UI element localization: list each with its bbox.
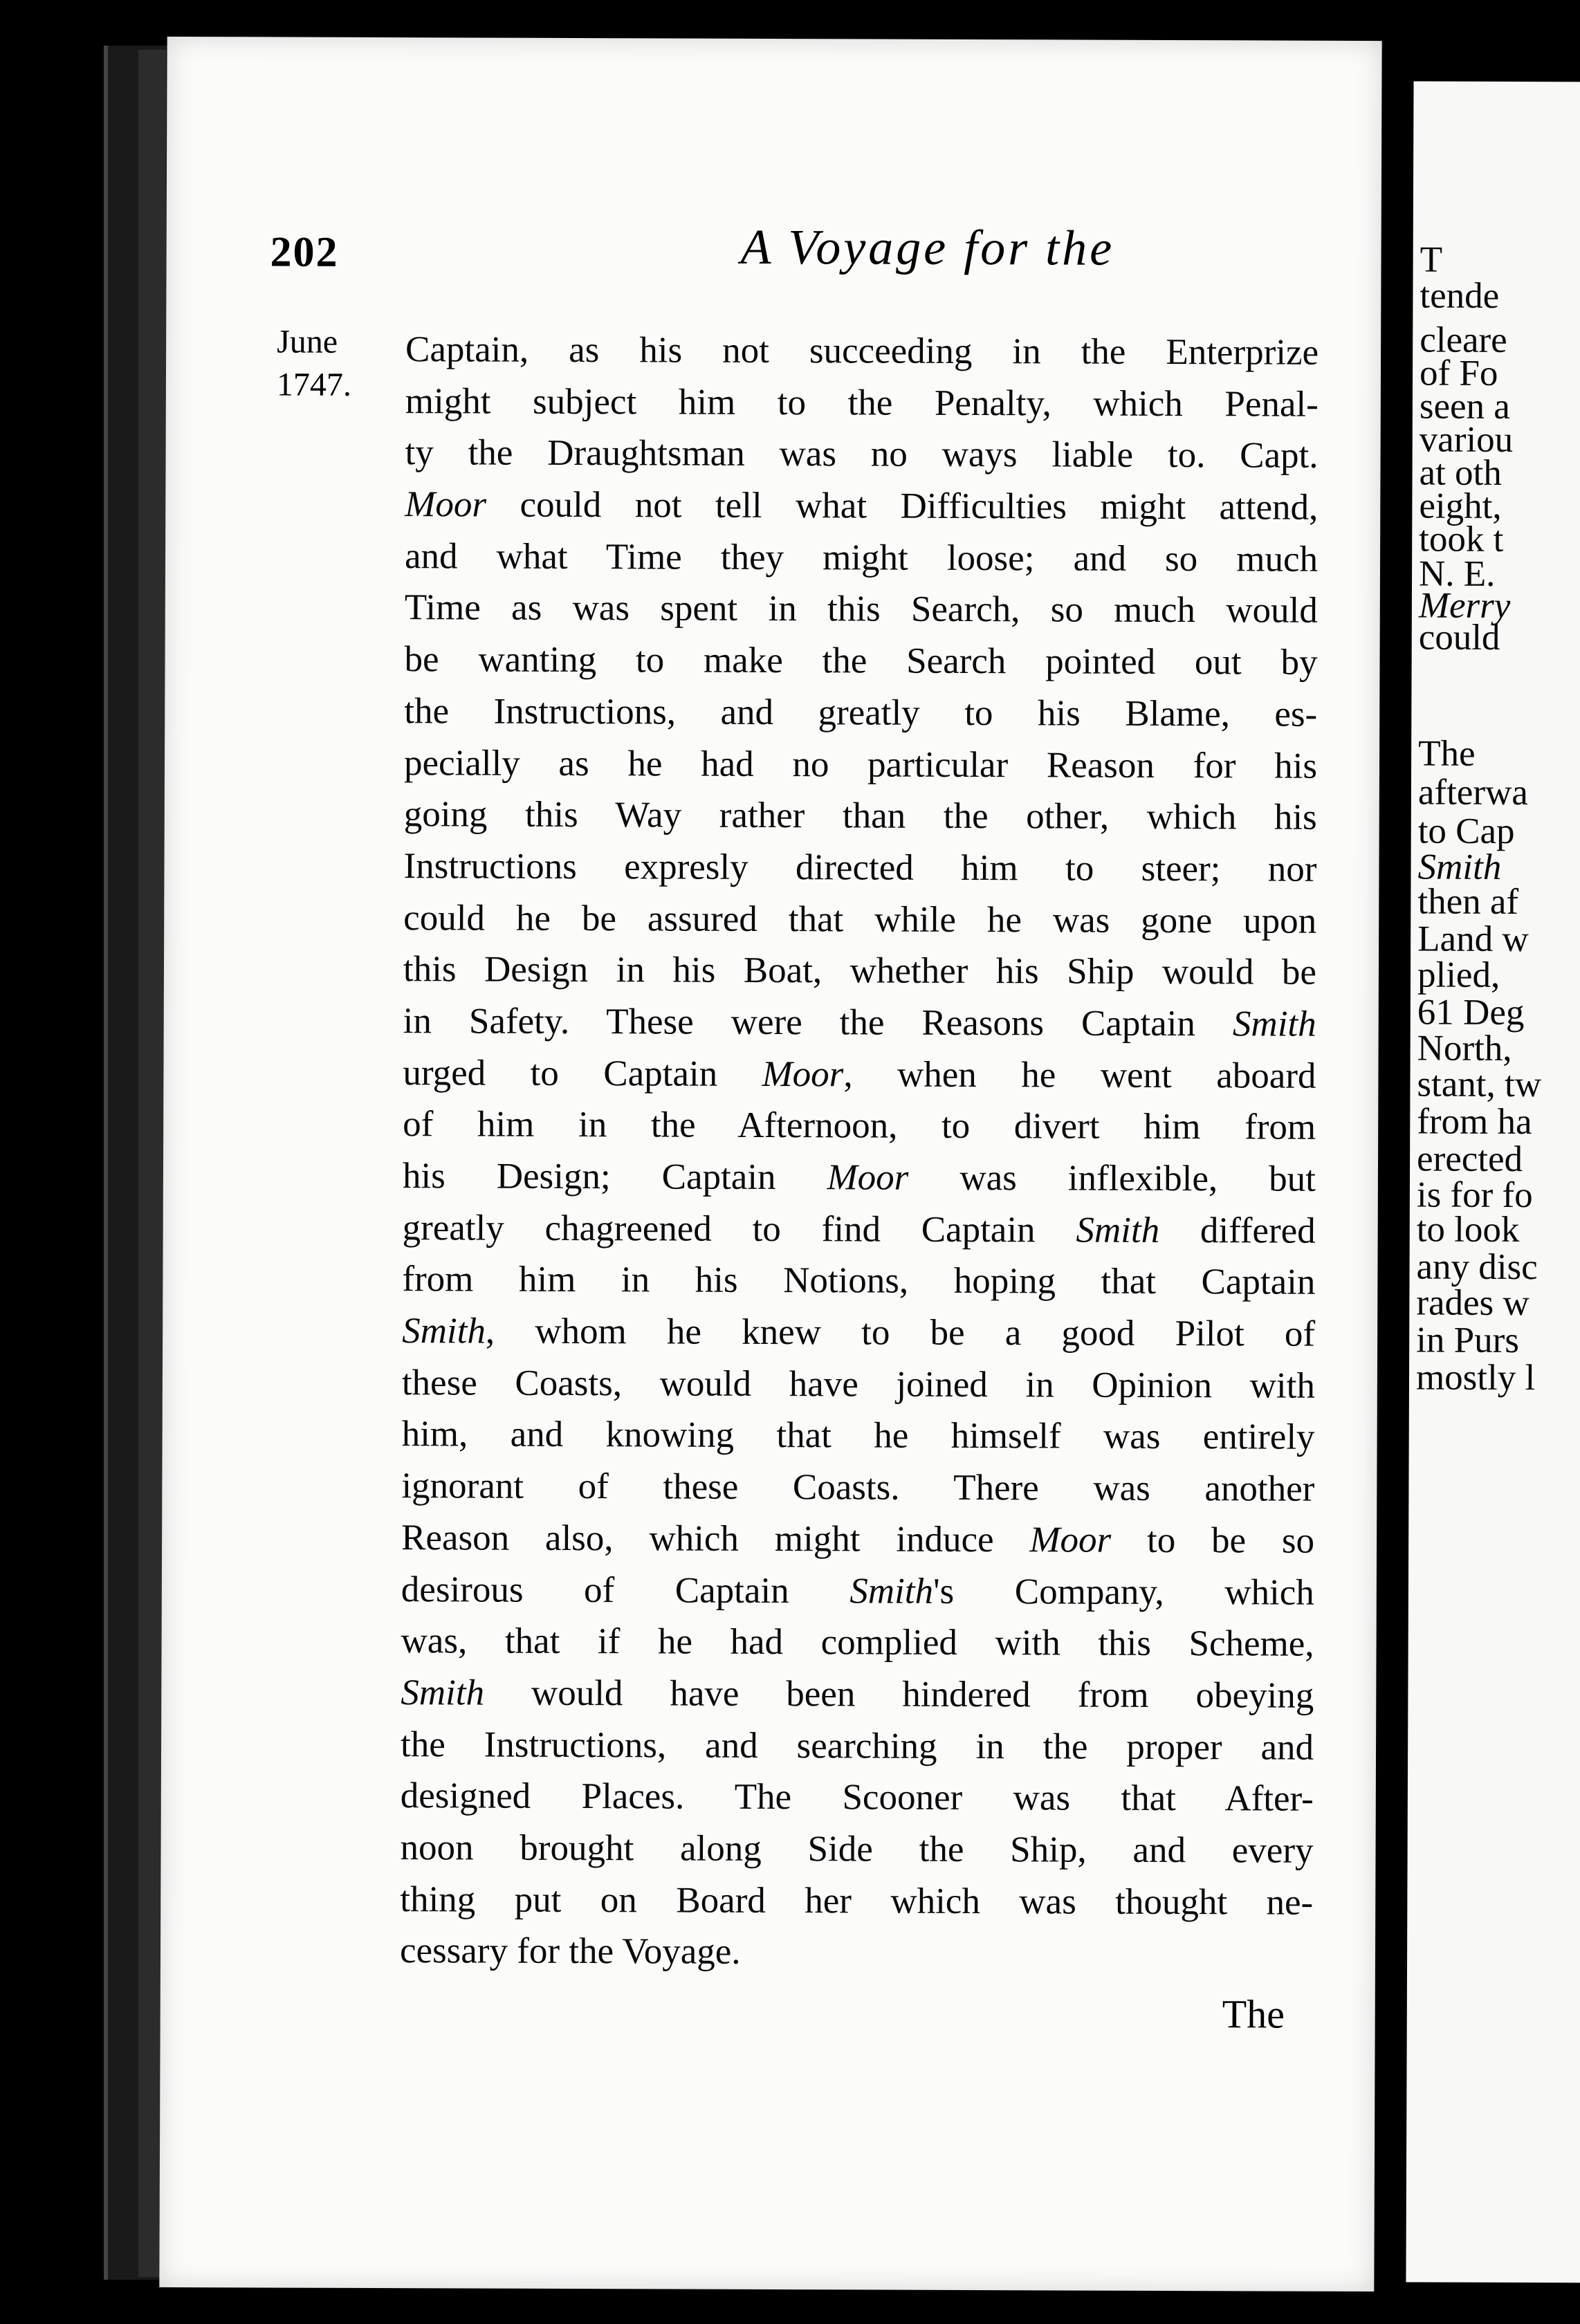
text-run: could he be assured that while he was gone upon: [403, 897, 1317, 941]
text-line: [401, 1564, 1314, 1618]
margin-date-note: [277, 321, 351, 407]
text-line: [405, 427, 1318, 482]
italic-name: Smith: [1232, 1004, 1316, 1044]
text-line: [400, 1874, 1313, 1928]
facing-line: cleare: [1420, 320, 1507, 360]
text-run: the Instructions, and greatly to his Blame, es-: [404, 690, 1318, 735]
facing-page: [1406, 81, 1580, 2282]
text-run: him, and knowing that he himself was entirely: [401, 1414, 1315, 1458]
text-run: noon brought along Side the Ship, and every: [400, 1827, 1314, 1871]
text-run: these Coasts, would have joined in Opinion with: [401, 1362, 1315, 1406]
text-line: [403, 1150, 1316, 1205]
facing-line: 61 Deg: [1417, 992, 1525, 1033]
facing-line: T: [1420, 239, 1443, 280]
page-header: [270, 210, 1377, 304]
text-run: differed: [1159, 1210, 1316, 1251]
text-line: [401, 1615, 1314, 1670]
text-run: Reason also, which might induce: [401, 1517, 1030, 1560]
facing-line: any disc: [1416, 1246, 1538, 1288]
facing-line: Smith: [1417, 847, 1502, 887]
text-line: [401, 1770, 1314, 1825]
facing-line: to Cap: [1417, 811, 1515, 852]
text-run: Instructions expresly directed him to steer; nor: [403, 846, 1317, 889]
text-run: and what Time they might loose; and so much: [404, 535, 1319, 580]
italic-name: Moor: [405, 484, 487, 525]
text-run: thing put on Board her which was thought ne-: [400, 1879, 1314, 1923]
text-run: of him in the Afternoon, to divert him from: [403, 1104, 1316, 1148]
text-run: , whom he knew to be a good Pilot of: [485, 1311, 1316, 1354]
text-run: ty the Draughtsman was no ways liable to. Capt.: [405, 432, 1319, 477]
text-run: from him in his Notions, hoping that Captain: [402, 1259, 1316, 1303]
italic-name: Smith: [402, 1311, 486, 1352]
text-run: cessary for the Voyage.: [399, 1930, 741, 1973]
italic-name: Smith: [401, 1672, 485, 1713]
facing-line: tende: [1420, 275, 1500, 316]
facing-line: eight,: [1419, 486, 1502, 526]
text-line: [404, 685, 1317, 740]
text-line: [405, 531, 1318, 585]
margin-month: June: [277, 323, 338, 360]
text-line: [401, 1460, 1314, 1515]
text-line: [402, 1254, 1315, 1309]
text-run: be wanting to make the Search pointed out by: [404, 639, 1318, 683]
text-line: [402, 1357, 1315, 1412]
text-line: [402, 1305, 1315, 1360]
text-run: his Design; Captain: [402, 1156, 827, 1198]
text-run: ignorant of these Coasts. There was another: [401, 1466, 1315, 1509]
facing-line: from ha: [1417, 1101, 1532, 1143]
text-line: [405, 376, 1319, 430]
facing-line: The: [1418, 733, 1476, 774]
italic-name: Moor: [762, 1053, 844, 1094]
text-line: [403, 840, 1316, 895]
text-run: designed Places. The Scooner was that After-: [400, 1776, 1314, 1819]
facing-line: in Purs: [1416, 1320, 1520, 1361]
text-run: was, that if he had complied with this Scheme,: [401, 1621, 1314, 1664]
body-text: [400, 324, 1319, 1980]
catchword: The: [1222, 1991, 1285, 2037]
text-line: [403, 943, 1316, 998]
facing-line: to look: [1416, 1209, 1520, 1251]
text-run: going this Way rather than the other, which his: [403, 794, 1317, 838]
text-run: could not tell what Difficulties might attend,: [486, 484, 1319, 528]
facing-line: took t: [1419, 519, 1504, 560]
text-run: desirous of Captain: [401, 1569, 850, 1611]
text-run: might subject him to the Penalty, which Penal-: [405, 380, 1319, 425]
text-line: [401, 1719, 1314, 1773]
text-line: [403, 1202, 1316, 1257]
text-run: to be so: [1111, 1520, 1315, 1561]
text-line: [400, 1822, 1313, 1876]
text-line: [405, 324, 1319, 378]
facing-line: of Fo: [1419, 353, 1498, 394]
facing-line: stant, tw: [1417, 1064, 1542, 1105]
text-run: in Safety. These were the Reasons Captain: [403, 1001, 1233, 1044]
facing-line: variou: [1419, 419, 1514, 460]
text-line: [404, 634, 1317, 688]
facing-line: North,: [1417, 1028, 1512, 1069]
running-title: A Voyage for the: [740, 219, 1115, 276]
text-run: 's Company, which: [933, 1571, 1314, 1613]
italic-name: Moor: [827, 1157, 909, 1198]
text-line: [403, 995, 1316, 1050]
text-run: was inflexible, but: [908, 1157, 1316, 1199]
facing-line: at oth: [1419, 452, 1502, 493]
italic-name: Moor: [1029, 1520, 1112, 1560]
text-run: the Instructions, and searching in the proper and: [400, 1724, 1314, 1768]
text-line: [400, 1925, 1313, 1980]
facing-line: plied,: [1417, 954, 1500, 995]
book-page: [159, 37, 1381, 2291]
text-run: this Design in his Boat, whether his Ship would be: [403, 949, 1317, 993]
text-run: Captain, as his not succeeding in the Enterprize: [405, 329, 1319, 373]
text-line: [405, 479, 1318, 533]
page-number: 202: [270, 228, 339, 276]
text-run: urged to Captain: [403, 1052, 762, 1094]
facing-line: could: [1418, 617, 1500, 658]
facing-line: afterwa: [1417, 772, 1528, 813]
text-run: greatly chagreened to find Captain: [402, 1207, 1076, 1251]
facing-line: erected: [1417, 1138, 1523, 1180]
facing-line: Land w: [1417, 919, 1529, 960]
text-line: [405, 582, 1318, 637]
facing-line: seen a: [1419, 386, 1510, 427]
text-line: [402, 1409, 1315, 1464]
text-line: [403, 892, 1316, 947]
text-run: Time as was spent in this Search, so much would: [404, 587, 1318, 631]
text-run: would have been hindered from obeying: [484, 1672, 1314, 1716]
text-run: pecially as he had no particular Reason for his: [403, 742, 1318, 786]
text-line: [401, 1512, 1314, 1567]
text-line: [403, 1047, 1316, 1102]
facing-line: Merry: [1418, 585, 1511, 626]
facing-line: is for fo: [1416, 1174, 1533, 1216]
text-line: [404, 788, 1317, 843]
italic-name: Smith: [1076, 1210, 1160, 1251]
facing-line: N. E.: [1418, 553, 1496, 594]
italic-name: Smith: [849, 1570, 934, 1612]
text-line: [404, 737, 1317, 792]
facing-line: mostly l: [1415, 1357, 1536, 1399]
facing-line: rades w: [1416, 1282, 1530, 1324]
margin-year: 1747.: [276, 366, 352, 403]
text-run: , when he went aboard: [843, 1053, 1316, 1096]
text-line: [403, 1098, 1316, 1153]
facing-line: then af: [1417, 881, 1519, 923]
text-line: [401, 1667, 1314, 1722]
